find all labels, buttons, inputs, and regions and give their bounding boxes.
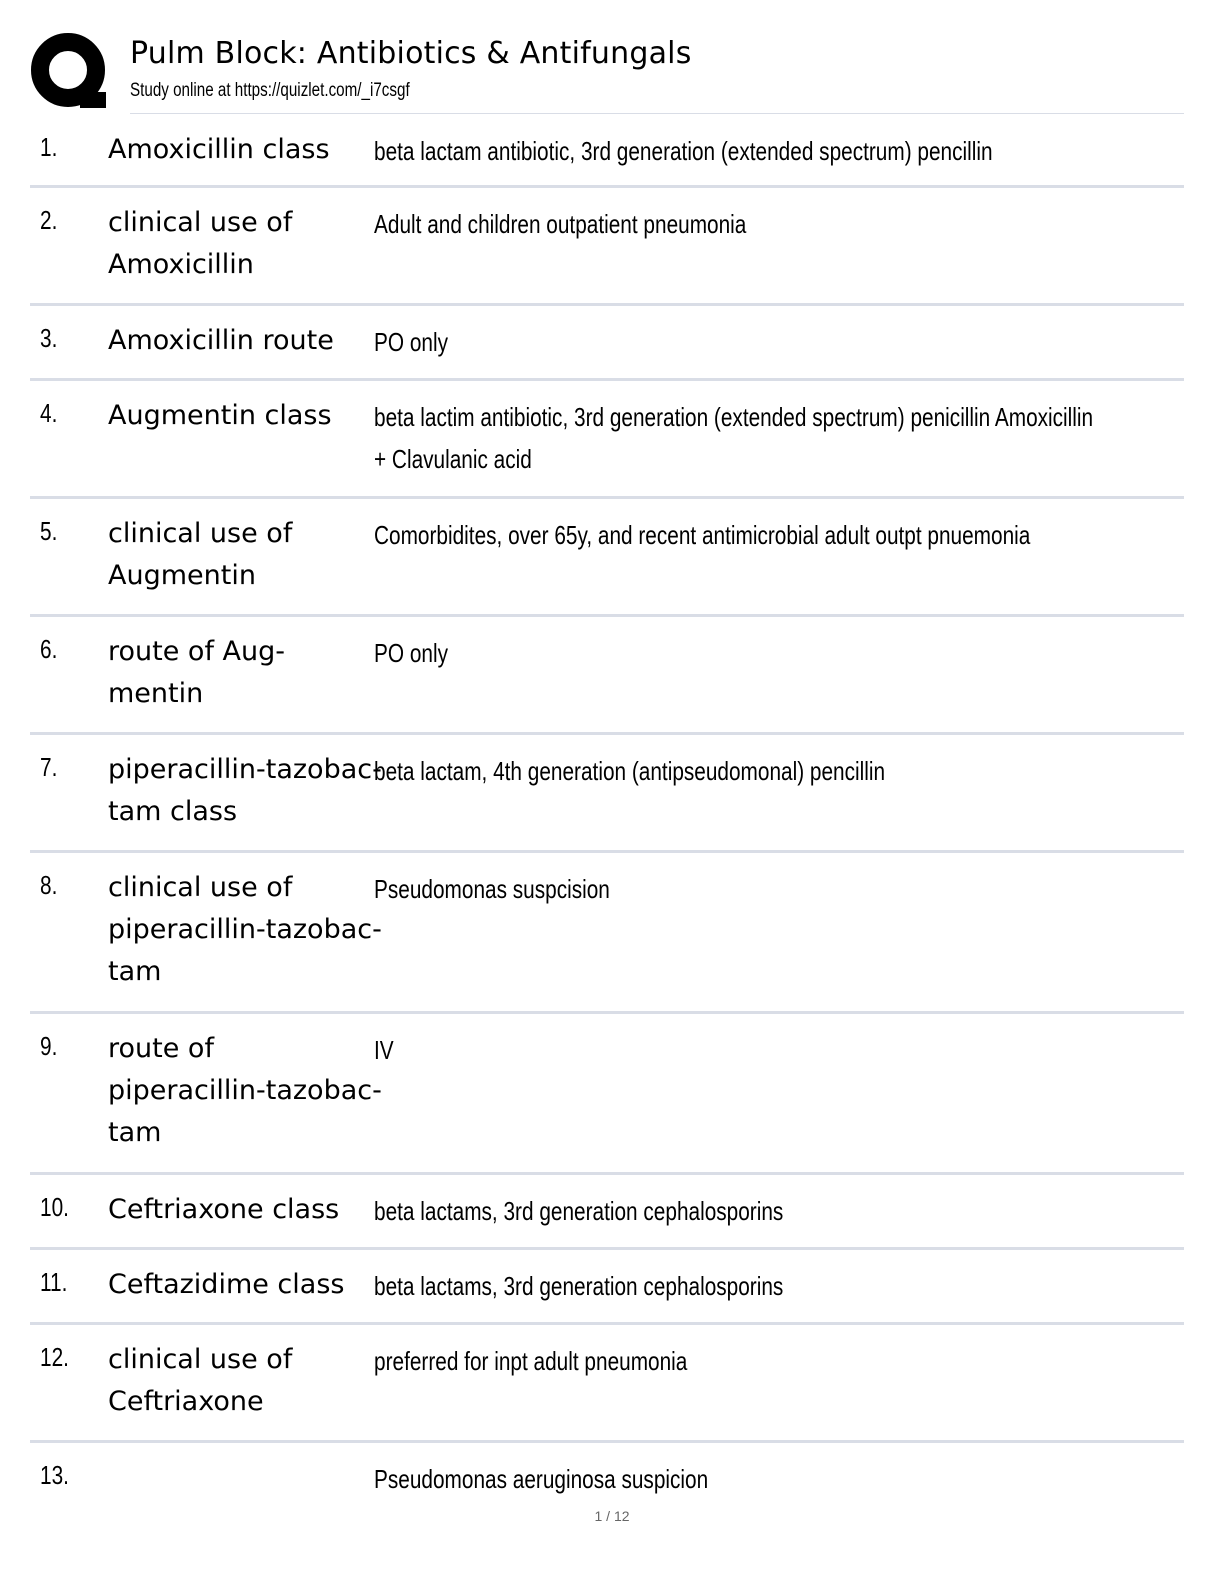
card-term	[108, 867, 408, 993]
card-number: 3.	[40, 323, 58, 353]
card-definition	[374, 868, 1166, 910]
term-line: Augmentin class	[108, 400, 332, 431]
card-definition	[374, 514, 1166, 556]
definition-line: beta lactam antibiotic, 3rd generation (extended spectrum) pencillin	[374, 136, 993, 166]
term-line: tam	[108, 956, 162, 987]
card-definition	[374, 750, 1166, 792]
term-line: Ceftriaxone	[108, 1386, 264, 1417]
card-number: 11.	[40, 1267, 68, 1297]
card-term	[108, 1028, 408, 1154]
flashcard-row	[30, 306, 1184, 381]
definition-line: beta lactam, 4th generation (antipseudomonal) pencillin	[374, 756, 886, 786]
term-line	[108, 1457, 408, 1499]
term-line: piperacillin-tazobac-	[108, 1075, 382, 1106]
page-title: Pulm Block: Antibiotics & Antifungals	[130, 36, 692, 71]
card-number: 12.	[40, 1342, 69, 1372]
term-line: Ceftriaxone class	[108, 1194, 340, 1225]
card-definition	[374, 1340, 1166, 1382]
page-header	[30, 28, 1184, 114]
card-definition	[374, 632, 1166, 674]
term-line: Augmentin	[108, 560, 256, 591]
card-term	[108, 129, 408, 171]
term-line: piperacillin-tazobac-	[108, 914, 382, 945]
header-divider	[130, 113, 1184, 114]
definition-line: PO only	[374, 638, 448, 668]
flashcard-row	[30, 735, 1184, 853]
card-term	[108, 631, 408, 715]
term-line: tam	[108, 1117, 162, 1148]
card-number: 8.	[40, 870, 58, 900]
card-number: 10.	[40, 1192, 69, 1222]
definition-line: beta lactams, 3rd generation cephalosporins	[374, 1196, 784, 1226]
card-definition	[374, 321, 1166, 363]
card-definition	[374, 1265, 1166, 1307]
term-line: clinical use of	[108, 518, 293, 549]
term-line: Amoxicillin class	[108, 134, 330, 165]
flashcard-row	[30, 1325, 1184, 1443]
card-term	[108, 1457, 408, 1499]
card-definition	[374, 130, 1166, 172]
card-number: 9.	[40, 1031, 58, 1061]
term-line: route of	[108, 1033, 214, 1064]
flashcard-row	[30, 617, 1184, 735]
term-line: clinical use of	[108, 872, 293, 903]
definition-line: Pseudomonas aeruginosa suspicion	[374, 1464, 709, 1494]
card-definition	[374, 1029, 1166, 1071]
flashcard-row	[30, 381, 1184, 499]
card-term	[108, 1189, 408, 1231]
card-term	[108, 749, 408, 833]
card-number: 2.	[40, 205, 58, 235]
term-line: clinical use of	[108, 1344, 293, 1375]
card-number: 6.	[40, 634, 58, 664]
term-line: Ceftazidime class	[108, 1269, 345, 1300]
term-line: piperacillin-tazobac-	[108, 754, 382, 785]
card-definition	[374, 1458, 1166, 1500]
flashcard-row	[30, 115, 1184, 188]
definition-line: PO only	[374, 327, 448, 357]
term-line: Amoxicillin	[108, 249, 254, 280]
card-number: 5.	[40, 516, 58, 546]
card-number: 4.	[40, 398, 58, 428]
definition-line: Adult and children outpatient pneumonia	[374, 209, 747, 239]
card-number: 7.	[40, 752, 58, 782]
card-definition	[374, 1190, 1166, 1232]
card-number: 1.	[40, 132, 58, 162]
definition-line: preferred for inpt adult pneumonia	[374, 1346, 688, 1376]
flashcard-row	[30, 499, 1184, 617]
quizlet-logo-icon	[30, 32, 110, 112]
flashcard-row	[30, 1250, 1184, 1325]
card-term	[108, 1264, 408, 1306]
term-line: Amoxicillin route	[108, 325, 334, 356]
flashcard-row	[30, 853, 1184, 1014]
study-online-link[interactable]: Study online at https://quizlet.com/_i7csgf	[130, 80, 410, 101]
definition-line: Pseudomonas suspcision	[374, 874, 610, 904]
flashcard-list	[30, 115, 1184, 1523]
card-number: 13.	[40, 1460, 69, 1490]
card-term	[108, 395, 408, 437]
card-term	[108, 320, 408, 362]
term-line: route of Aug-	[108, 636, 285, 667]
card-definition	[374, 396, 1166, 480]
definition-line: Comorbidites, over 65y, and recent antimicrobial adult outpt pnuemonia	[374, 520, 1031, 550]
definition-line: beta lactams, 3rd generation cephalosporins	[374, 1271, 784, 1301]
flashcard-row	[30, 1014, 1184, 1175]
term-line: clinical use of	[108, 207, 293, 238]
page-number: 1 / 12	[594, 1508, 630, 1524]
definition-line: + Clavulanic acid	[374, 444, 532, 474]
term-line: mentin	[108, 678, 204, 709]
flashcard-row	[30, 1175, 1184, 1250]
term-line: tam class	[108, 796, 238, 827]
card-term	[108, 1339, 408, 1423]
flashcard-row	[30, 188, 1184, 306]
card-term	[108, 513, 408, 597]
card-definition	[374, 203, 1166, 245]
definition-line: IV	[374, 1035, 394, 1065]
card-term	[108, 202, 408, 286]
definition-line: beta lactim antibiotic, 3rd generation (extended spectrum) penicillin Amoxicillin	[374, 402, 1094, 432]
